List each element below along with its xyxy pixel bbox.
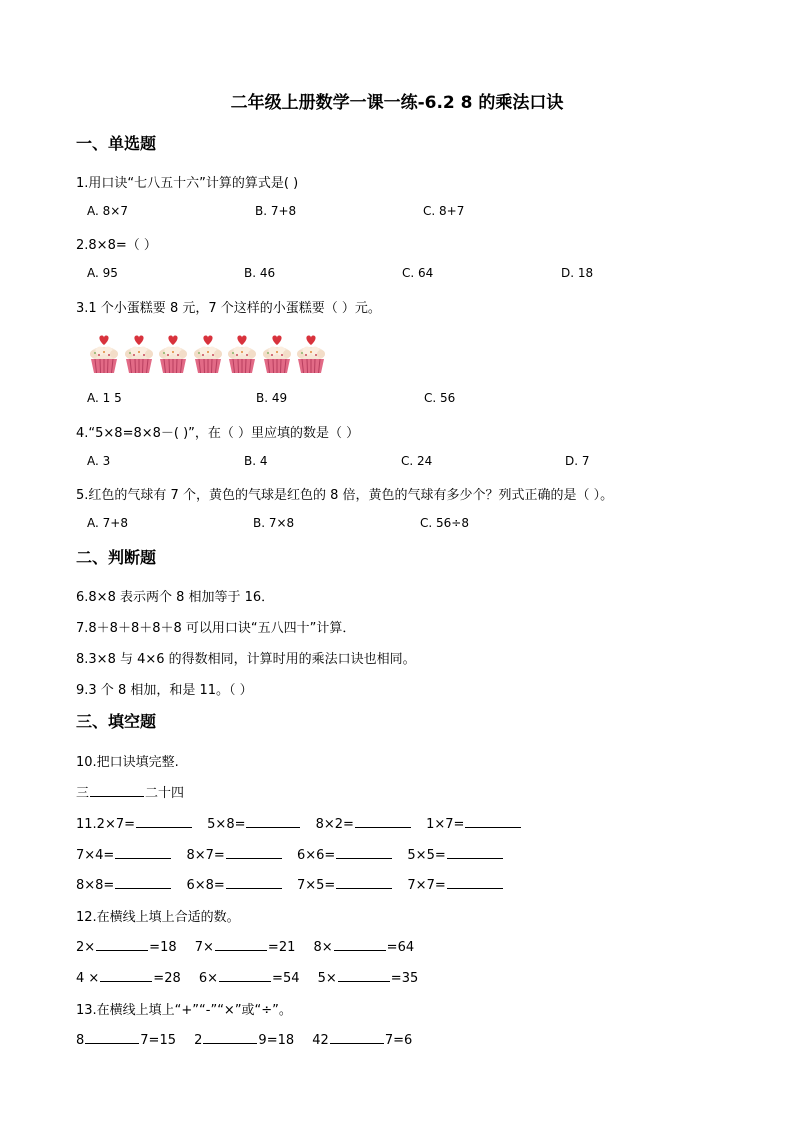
- cupcake-icon: [260, 333, 294, 375]
- answer-blank[interactable]: [90, 783, 144, 797]
- answer-blank[interactable]: [136, 814, 192, 828]
- q4-option-d: D. 7: [565, 454, 590, 468]
- q1-option-a: A. 8×7: [87, 204, 128, 218]
- page-title: 二年级上册数学一课一练-6.2 8 的乘法口诀: [230, 93, 564, 113]
- q12-row-2: [76, 968, 418, 986]
- q5-option-c: C. 56÷8: [420, 516, 469, 530]
- section-heading-true-false: 二、判断题: [76, 548, 157, 567]
- q13-right: 7=15: [140, 1033, 176, 1048]
- q11-row-2: [76, 845, 504, 863]
- answer-blank[interactable]: [465, 814, 521, 828]
- q11-expr: 8×8=: [76, 878, 115, 893]
- q12-left: 4 ×: [76, 971, 100, 986]
- q5-option-a: A. 7+8: [87, 516, 128, 530]
- question-5: 5.红色的气球有 7 个，黄色的气球是红色的 8 倍，黄色的气球有多少个？列式正确的是（ ）。: [76, 488, 614, 503]
- question-12: 12.在横线上填上合适的数。: [76, 910, 240, 925]
- q2-option-c: C. 64: [402, 266, 434, 280]
- answer-blank[interactable]: [226, 845, 282, 859]
- cupcake-icon: [294, 333, 328, 375]
- cupcake-icon: [156, 333, 190, 375]
- question-8: 8.3×8 与 4×6 的得数相同，计算时用的乘法口诀也相同。: [76, 652, 416, 667]
- q13-right: 9=18: [258, 1033, 295, 1048]
- q12-right: =35: [390, 971, 419, 986]
- q2-option-b: B. 46: [244, 266, 276, 280]
- question-4: 4.“5×8=8×8－( )”，在（ ）里应填的数是（ ）: [76, 426, 360, 441]
- q11-expr: 7×4=: [76, 848, 115, 863]
- answer-blank[interactable]: [336, 875, 392, 889]
- q11-expr: 5×5=: [407, 848, 446, 863]
- q12-left: 7×: [194, 940, 214, 955]
- question-9: 9.3 个 8 相加，和是 11。（ ）: [76, 683, 253, 698]
- answer-blank[interactable]: [203, 1030, 257, 1044]
- section-heading-single-choice: 一、单选题: [76, 134, 157, 153]
- q1-option-c: C. 8+7: [423, 204, 465, 218]
- q3-option-b: B. 49: [256, 391, 288, 405]
- q13-left: 2: [194, 1033, 203, 1048]
- answer-blank[interactable]: [85, 1030, 139, 1044]
- q11-expr: 5×8=: [207, 817, 246, 832]
- answer-blank[interactable]: [447, 875, 503, 889]
- q5-option-b: B. 7×8: [253, 516, 295, 530]
- answer-blank[interactable]: [96, 937, 148, 951]
- section-heading-fill-in: 三、填空题: [76, 712, 157, 731]
- answer-blank[interactable]: [336, 845, 392, 859]
- q11-row-1: [76, 814, 522, 832]
- answer-blank[interactable]: [219, 968, 271, 982]
- q12-left: 8×: [313, 940, 333, 955]
- q12-right: =64: [386, 940, 415, 955]
- q12-right: =54: [272, 971, 300, 986]
- q11-expr: 11.2×7=: [76, 817, 136, 832]
- q2-option-d: D. 18: [561, 266, 594, 280]
- answer-blank[interactable]: [100, 968, 152, 982]
- q11-expr: 6×8=: [186, 878, 225, 893]
- q11-expr: 7×5=: [296, 878, 336, 893]
- answer-blank[interactable]: [338, 968, 390, 982]
- question-2: 2.8×8=（ ）: [76, 238, 157, 253]
- cupcake-icon: [122, 333, 156, 375]
- q13-left: 42: [312, 1033, 329, 1048]
- q10-left: 三: [76, 786, 90, 801]
- question-7: 7.8＋8＋8＋8＋8 可以用口诀“五八四十”计算．: [76, 621, 356, 636]
- q11-expr: 1×7=: [426, 817, 465, 832]
- answer-blank[interactable]: [330, 1030, 384, 1044]
- q11-expr: 7×7=: [407, 878, 446, 893]
- q12-right: =28: [153, 971, 181, 986]
- answer-blank[interactable]: [115, 875, 171, 889]
- q3-option-c: C. 56: [424, 391, 456, 405]
- q12-row-1: [76, 937, 414, 955]
- q4-option-c: C. 24: [401, 454, 433, 468]
- q10-line: [76, 782, 184, 801]
- q11-expr: 8×2=: [315, 817, 354, 832]
- question-13: 13.在横线上填上“+”“-”“×”或“÷”。: [76, 1003, 292, 1018]
- q11-expr: 6×6=: [296, 848, 336, 863]
- question-10: 10.把口诀填完整.: [76, 755, 179, 770]
- cupcake-icon: [191, 333, 225, 375]
- answer-blank[interactable]: [215, 937, 267, 951]
- q3-option-a: A. 1 5: [87, 391, 122, 405]
- q13-right: 7=6: [384, 1033, 413, 1048]
- question-3: 3.1 个小蛋糕要 8 元，7 个这样的小蛋糕要（ ）元。: [76, 301, 381, 316]
- question-1: 1.用口诀“七八五十六”计算的算式是( ): [76, 176, 299, 191]
- answer-blank[interactable]: [115, 845, 171, 859]
- answer-blank[interactable]: [226, 875, 282, 889]
- q1-option-b: B. 7+8: [255, 204, 297, 218]
- q4-option-b: B. 4: [244, 454, 268, 468]
- answer-blank[interactable]: [447, 845, 503, 859]
- q13-left: 8: [76, 1033, 85, 1048]
- q12-left: 5×: [317, 971, 337, 986]
- cupcake-icon: [225, 333, 259, 375]
- q13-row: [76, 1030, 412, 1048]
- q12-right: =21: [267, 940, 296, 955]
- q12-left: 2×: [76, 940, 96, 955]
- question-6: 6.8×8 表示两个 8 相加等于 16．: [76, 590, 275, 605]
- q11-row-3: [76, 875, 504, 893]
- q12-left: 6×: [198, 971, 219, 986]
- q4-option-a: A. 3: [87, 454, 111, 468]
- q10-right: 二十四: [145, 786, 185, 801]
- answer-blank[interactable]: [355, 814, 411, 828]
- answer-blank[interactable]: [246, 814, 300, 828]
- q11-expr: 8×7=: [186, 848, 225, 863]
- q12-right: =18: [149, 940, 177, 955]
- answer-blank[interactable]: [334, 937, 386, 951]
- cupcake-icon: [87, 333, 121, 375]
- q2-option-a: A. 95: [87, 266, 118, 280]
